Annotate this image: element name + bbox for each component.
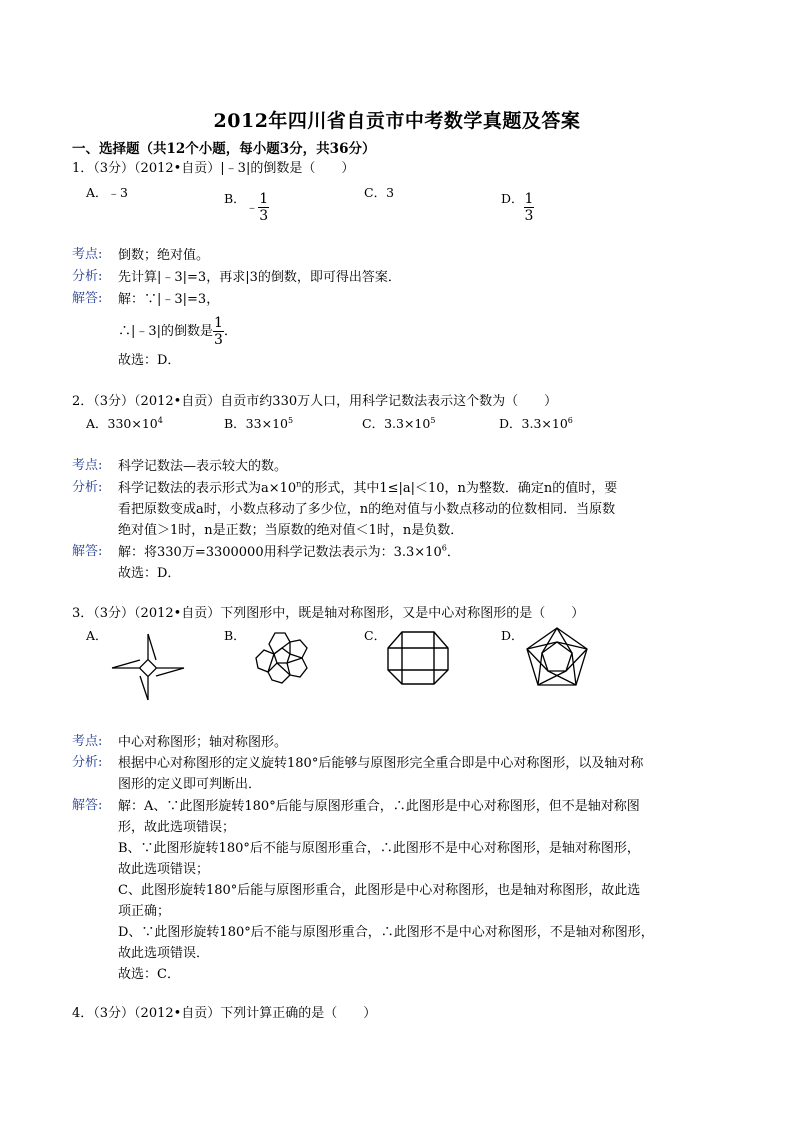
q1-jieda-numerator: 1: [214, 315, 223, 331]
q3-jieda-line9: 故选：C．: [118, 967, 180, 982]
q2-fenxi-line1-b: 的形式，其中1≤|a|＜10，n为整数．确定n的值时，要: [301, 481, 618, 496]
q1-option-b-denominator: 3: [259, 208, 269, 224]
q3-jieda-line7: D、∵此图形旋转180°后不能与原图形重合，∴此图形不是中心对称图形，不是轴对称图形，: [118, 925, 654, 940]
q2-option-b-exponent: 5: [287, 415, 294, 425]
q2-option-a-exponent: 4: [157, 415, 163, 425]
q1-option-d-label: D．: [501, 191, 524, 206]
q1-option-b-numerator: 1: [259, 191, 269, 207]
q1-option-d: [501, 183, 534, 224]
q3-jieda-line8: 故此选项错误．: [118, 946, 210, 961]
q3-fenxi-line1: 根据中心对称图形的定义旋转180°后能够与原图形完全重合即是中心对称图形，以及轴对称: [118, 756, 644, 771]
q2-stem: 2．（3分）（2012•自贡）自贡市约330万人口，用科学记数法表示这个数为（ ）: [72, 394, 558, 409]
q2-fenxi-exponent: n: [296, 479, 302, 489]
q3-kaodian-label: 考点:: [72, 734, 103, 749]
q1-kaodian-label: 考点:: [72, 247, 103, 262]
q2-option-d: [499, 414, 573, 434]
q2-fenxi-label: 分析:: [72, 480, 103, 495]
q2-fenxi-line3: 绝对值＞1时，n是正数；当原数的绝对值＜1时，n是负数．: [118, 523, 464, 538]
q2-jieda-exponent: 6: [441, 543, 447, 553]
q2-option-c-base: C．3.3×10: [362, 416, 431, 431]
q1-option-d-numerator: 1: [524, 191, 534, 207]
q2-kaodian-label: 考点:: [72, 458, 103, 473]
q1-option-d-denominator: 3: [524, 208, 534, 224]
q3-jieda-line5: C、此图形旋转180°后能与原图形重合，此图形是中心对称图形，也是轴对称图形，故此选: [118, 883, 641, 898]
q1-option-b-fraction: [258, 191, 269, 224]
q2-option-a-base: A．330×10: [86, 416, 158, 431]
q2-fenxi-line1-a: 科学记数法的表示形式为a×10: [118, 481, 297, 496]
q1-kaodian-text: 倒数；绝对值。: [118, 248, 210, 263]
q2-option-c-exponent: 5: [430, 415, 436, 425]
hexagon-figure: [386, 630, 450, 686]
q3-jieda-line3: B、∵此图形旋转180°后不能与原图形重合，∴此图形不是中心对称图形，是轴对称图形，: [118, 841, 640, 856]
q1-option-c: C．3: [364, 185, 395, 200]
q3-option-b: B．: [224, 628, 246, 643]
q1-jieda-line1: 解：∵|﹣3|=3，: [118, 292, 220, 307]
q3-jieda-label: 解答:: [72, 798, 103, 813]
q3-jieda-line6: 项正确；: [118, 904, 171, 919]
q2-jieda-line2: 故选：D．: [118, 566, 181, 581]
q2-option-c: [362, 414, 435, 434]
q3-kaodian-text: 中心对称图形；轴对称图形。: [118, 735, 288, 750]
q2-jieda-line1-b: ．: [446, 545, 460, 560]
q1-jieda-line2-text: ∴|﹣3|的倒数是: [118, 324, 214, 339]
q1-jieda-denominator: 3: [214, 332, 223, 348]
pinwheel-figure: [108, 632, 188, 702]
q3-fenxi-line2: 图形的定义即可判断出．: [118, 777, 262, 792]
section-heading: 一、选择题（共12个小题，每小题3分，共36分）: [72, 141, 376, 157]
q1-option-b-sign: ﹣: [245, 199, 259, 214]
pentagon-star-figure: [525, 626, 589, 688]
q1-jieda-line2-suffix: ．: [223, 324, 237, 339]
q2-option-d-base: D．3.3×10: [499, 416, 568, 431]
q2-fenxi-line1: [118, 478, 617, 499]
q1-option-b-label: B．: [224, 191, 246, 206]
q3-option-a: A．: [86, 628, 108, 643]
pentagon-flower-figure: [252, 630, 312, 686]
q1-fenxi-text: 先计算|﹣3|=3，再求|3的倒数，即可得出答案．: [118, 270, 401, 285]
q2-fenxi-line2: 看把原数变成a时，小数点移动了多少位，n的绝对值与小数点移动的位数相同．当原数: [118, 502, 616, 517]
q2-jieda-line1-a: 解：将330万=3300000用科学记数法表示为：3.3×10: [118, 545, 442, 560]
page-title: 2012年四川省自贡市中考数学真题及答案: [213, 110, 581, 132]
q1-option-d-fraction: [524, 191, 535, 224]
q3-jieda-line1: 解：A、∵此图形旋转180°后能与原图形重合，∴此图形是中心对称图形，但不是轴对称图: [118, 799, 640, 814]
q2-option-b: [224, 414, 293, 434]
q3-option-d: D．: [501, 628, 524, 643]
q1-option-a: A．﹣3: [86, 185, 128, 200]
q3-jieda-line2: 形，故此选项错误；: [118, 820, 236, 835]
q4-stem: 4．（3分）（2012•自贡）下列计算正确的是（ ）: [72, 1006, 377, 1021]
q1-fenxi-label: 分析:: [72, 269, 103, 284]
q2-option-b-base: B．33×10: [224, 416, 288, 431]
q1-jieda-fraction: [213, 315, 224, 348]
q1-jieda-line2: [118, 315, 237, 348]
q1-option-b: [224, 183, 269, 224]
q1-jieda-label: 解答:: [72, 291, 103, 306]
q2-option-d-exponent: 6: [567, 415, 573, 425]
q2-jieda-line1: [118, 542, 460, 563]
q2-option-a: [86, 414, 163, 434]
q3-fenxi-label: 分析:: [72, 755, 103, 770]
q1-jieda-line3: 故选：D．: [118, 353, 181, 368]
q2-kaodian-text: 科学记数法—表示较大的数。: [118, 459, 288, 474]
q2-jieda-label: 解答:: [72, 544, 103, 559]
q3-jieda-line4: 故此选项错误；: [118, 862, 210, 877]
q3-option-c: C．: [364, 628, 387, 643]
q1-stem: 1．（3分）（2012•自贡）|﹣3|的倒数是（ ）: [72, 161, 355, 176]
q3-stem: 3．（3分）（2012•自贡）下列图形中，既是轴对称图形，又是中心对称图形的是（ ）: [72, 606, 585, 621]
